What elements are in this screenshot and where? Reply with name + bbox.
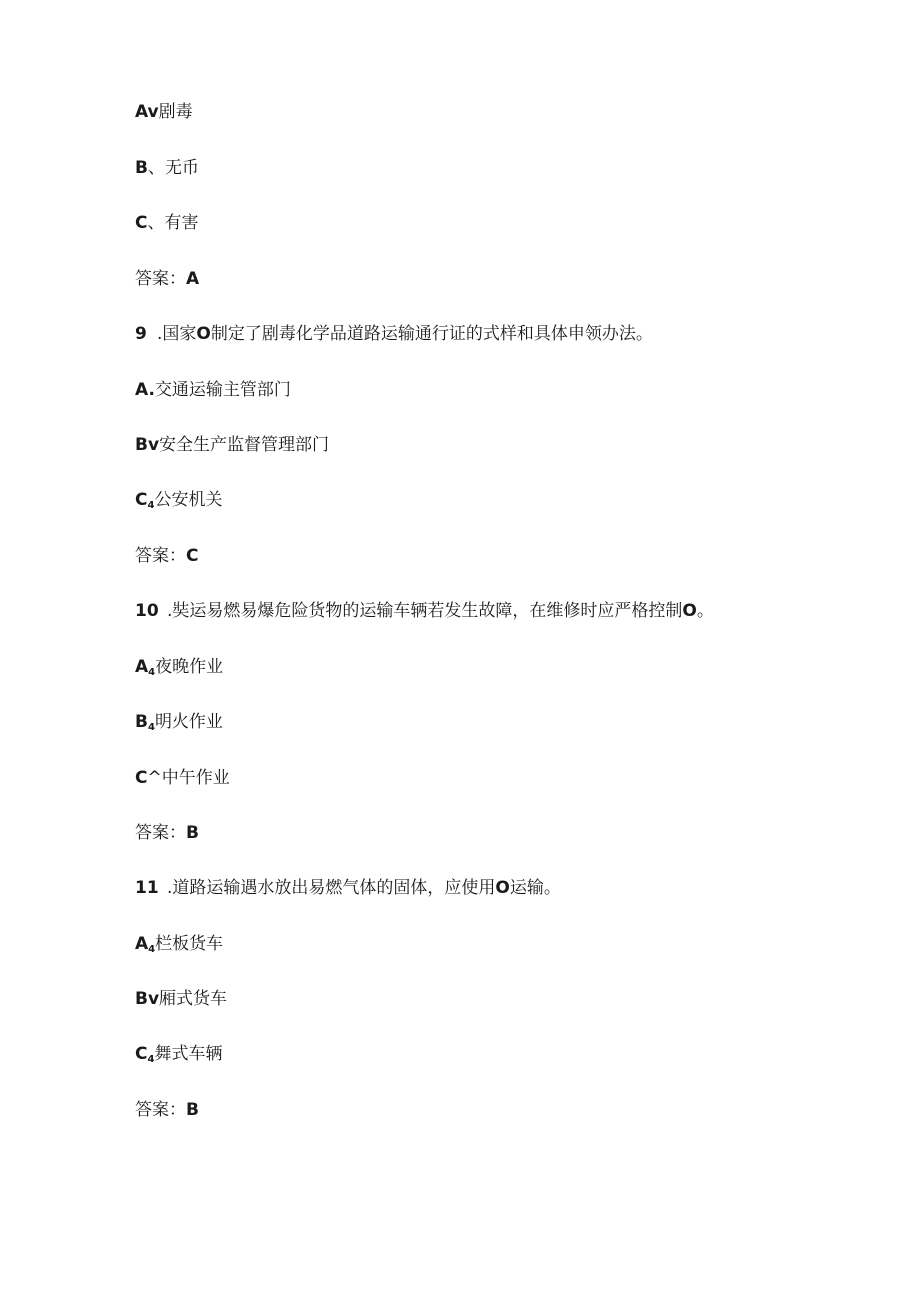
answer-label: 答案：: [135, 546, 186, 566]
option-text: 舞式车辆: [154, 1044, 223, 1064]
question-text-part1: .国家: [157, 324, 197, 344]
blank-mark: O: [682, 601, 697, 621]
question-10: [135, 600, 714, 622]
question-text-part2: 。: [696, 601, 714, 621]
option-prefix-sub: 4: [147, 1054, 155, 1065]
question-number: 11: [135, 878, 159, 898]
option-prefix: A: [135, 657, 149, 677]
option-prefix: A: [135, 934, 149, 954]
option-prefix-sub: 4: [147, 500, 155, 511]
answer-line: [135, 1099, 199, 1121]
question-text-part2: 制定了剧毒化学品道路运输通行证的式样和具体申领办法。: [210, 324, 653, 344]
option-c: [135, 1043, 222, 1071]
option-prefix: C: [135, 490, 148, 510]
option-prefix-sub: 4: [147, 722, 155, 733]
option-prefix: C: [135, 1044, 148, 1064]
option-text: 夜晚作业: [155, 657, 224, 677]
option-prefix-sub: 4: [148, 944, 156, 955]
option-a: [135, 101, 193, 123]
option-b: [135, 988, 227, 1010]
option-text: ^中午作业: [147, 768, 230, 788]
question-number: 9: [135, 324, 147, 344]
question-11: [135, 877, 561, 899]
option-prefix: B: [135, 158, 148, 178]
option-prefix-sub: 4: [148, 667, 156, 678]
answer-value: C: [186, 546, 199, 566]
option-b: [135, 157, 199, 179]
option-text: 、有害: [147, 213, 199, 233]
answer-label: 答案：: [135, 269, 186, 289]
answer-line: [135, 822, 199, 844]
option-c: [135, 212, 198, 234]
option-text: 剧毒: [158, 102, 193, 122]
option-c: [135, 489, 222, 517]
question-text-part1: .奘运易燃易爆危险货物的运输车辆若发生故障，在维修时应严格控制: [167, 601, 683, 621]
option-text: 厢式货车: [159, 989, 228, 1009]
answer-line: [135, 545, 198, 567]
option-prefix: C: [135, 768, 148, 788]
option-prefix: C: [135, 213, 148, 233]
answer-value: A: [186, 269, 200, 289]
option-text: 交通运输主管部门: [154, 380, 291, 400]
option-prefix: A.: [135, 380, 155, 400]
option-b: [135, 711, 223, 739]
option-a: [135, 933, 223, 961]
answer-label: 答案：: [135, 823, 186, 843]
question-text-part1: .道路运输遇水放出易燃气体的固体，应使用: [167, 878, 496, 898]
question-number: 10: [135, 601, 159, 621]
option-text: 明火作业: [154, 712, 223, 732]
option-b: [135, 434, 329, 456]
option-text: 公安机关: [154, 490, 223, 510]
option-text: 、无币: [147, 158, 199, 178]
blank-mark: O: [196, 324, 211, 344]
answer-line: [135, 268, 199, 290]
option-prefix: B: [135, 712, 148, 732]
option-prefix: Bv: [135, 435, 160, 455]
option-c: [135, 767, 230, 789]
option-prefix: Bv: [135, 989, 160, 1009]
option-prefix: Av: [135, 102, 159, 122]
option-text: 安全生产监督管理部门: [159, 435, 330, 455]
option-a: [135, 656, 223, 684]
answer-value: B: [186, 1100, 199, 1120]
option-a: [135, 379, 291, 401]
option-text: 栏板货车: [155, 934, 224, 954]
answer-label: 答案：: [135, 1100, 186, 1120]
answer-value: B: [186, 823, 199, 843]
question-text-part2: 运输。: [509, 878, 561, 898]
question-9: [135, 323, 653, 345]
blank-mark: O: [495, 878, 510, 898]
